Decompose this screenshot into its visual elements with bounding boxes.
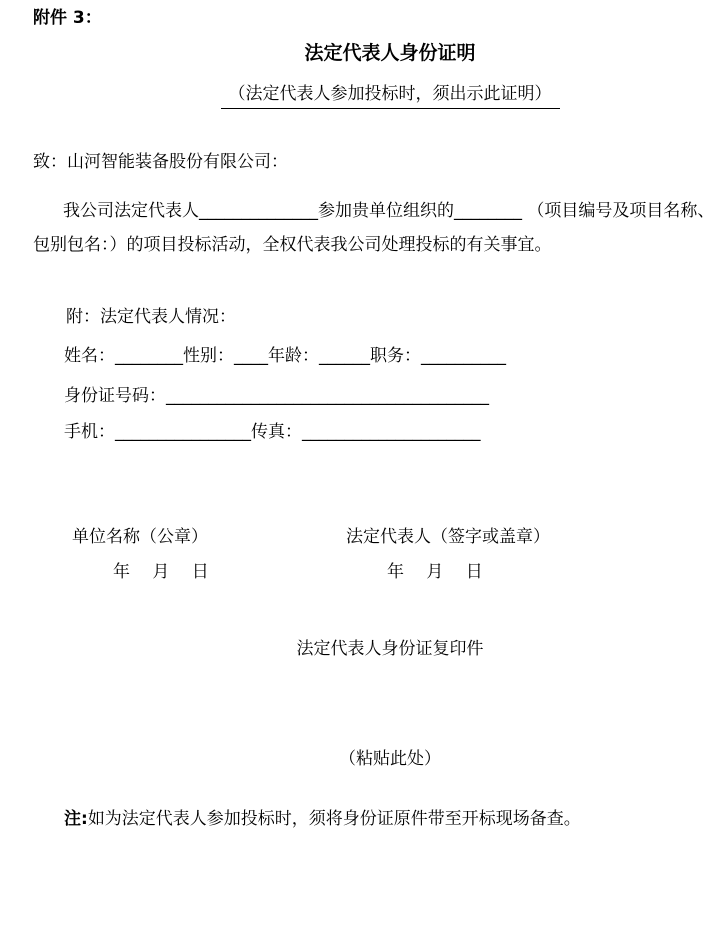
- document-subtitle: [33, 84, 720, 104]
- personal-info-row: [64, 346, 506, 366]
- name-field-blank: ________: [115, 346, 183, 366]
- legal-rep-signature-label: 法定代表人（签字或盖章）: [346, 527, 550, 547]
- id-number-label: 身份证号码：: [64, 386, 166, 406]
- document-subtitle-text: （法定代表人参加投标时，须出示此证明）: [221, 84, 560, 109]
- date-line-right: 年 月 日: [387, 562, 483, 582]
- body-text-3: （项目编号及项目名称、: [522, 201, 715, 221]
- note-text: 如为法定代表人参加投标时，须将身份证原件带至开标现场备查。: [87, 809, 581, 829]
- mobile-field-label: 手机：: [64, 422, 115, 442]
- duty-field-blank: __________: [421, 346, 506, 366]
- legal-rep-name-blank: ______________: [199, 201, 318, 221]
- name-field-label: 姓名：: [64, 346, 115, 366]
- contact-row: [64, 422, 481, 442]
- company-seal-label: 单位名称（公章）: [72, 527, 208, 547]
- salutation: 致：山河智能装备股份有限公司：: [33, 152, 288, 172]
- body-text-2: 参加贵单位组织的: [318, 201, 454, 221]
- age-field-blank: ______: [319, 346, 370, 366]
- id-copy-section-title: 法定代表人身份证复印件: [296, 639, 484, 659]
- fax-field-label: 传真：: [251, 422, 302, 442]
- project-blank: ________: [454, 201, 522, 221]
- paste-here-placeholder: （粘贴此处）: [339, 749, 441, 769]
- gender-field-label: 性别：: [183, 346, 234, 366]
- date-line-left: 年 月 日: [113, 562, 209, 582]
- mobile-field-blank: ________________: [115, 422, 251, 442]
- attachment-label: 附件 3：: [33, 8, 102, 28]
- document-title: 法定代表人身份证明: [304, 42, 476, 64]
- body-text-1: 我公司法定代表人: [63, 201, 199, 221]
- gender-field-blank: ____: [234, 346, 268, 366]
- duty-field-label: 职务：: [370, 346, 421, 366]
- note-label: 注:: [64, 809, 88, 829]
- note-row: [64, 809, 581, 829]
- id-number-row: [64, 386, 489, 406]
- id-number-blank: ______________________________________: [166, 386, 489, 406]
- attached-info-heading: 附：法定代表人情况：: [66, 307, 236, 327]
- fax-field-blank: _____________________: [302, 422, 481, 442]
- body-paragraph-line-2: 包别包名：）的项目投标活动，全权代表我公司处理投标的有关事宜。: [33, 235, 552, 255]
- body-paragraph-line-1: [63, 201, 714, 221]
- age-field-label: 年龄：: [268, 346, 319, 366]
